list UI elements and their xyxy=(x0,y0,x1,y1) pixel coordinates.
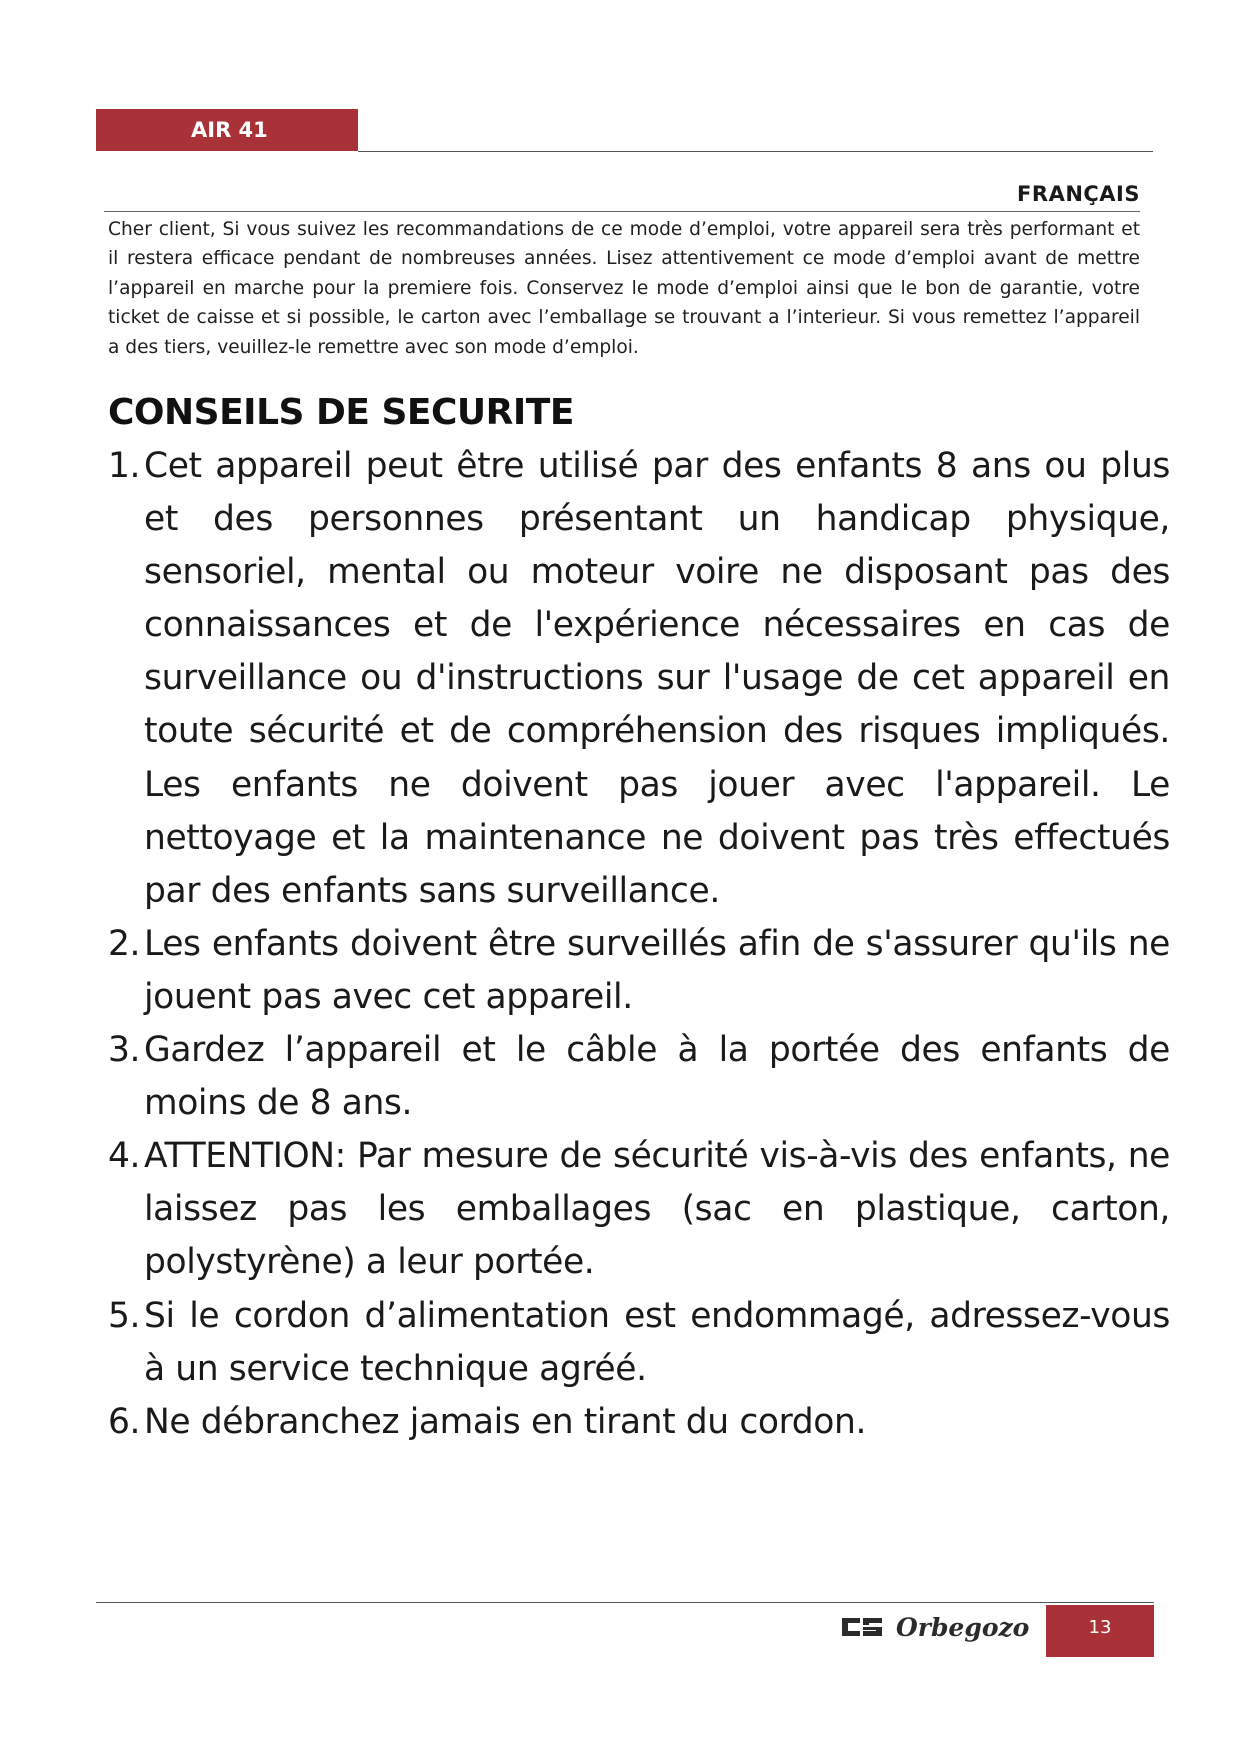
brand-wordmark: Orbegozo xyxy=(896,1613,1030,1642)
safety-item-6 xyxy=(108,1396,1170,1449)
safety-list xyxy=(108,440,1170,1449)
item-number: 3. xyxy=(108,1030,141,1071)
footer-divider xyxy=(96,1602,1154,1603)
item-text: Les enfants doivent être surveillés afin de s'assurer qu'ils ne jouent pas avec cet appareil. xyxy=(144,923,1170,1017)
safety-item-2 xyxy=(108,918,1170,1024)
language-label: FRANÇAIS xyxy=(1017,182,1140,206)
cg-mark-icon xyxy=(840,1615,884,1639)
item-text: Ne débranchez jamais en tirant du cordon. xyxy=(144,1401,867,1442)
brand-logo xyxy=(840,1609,1030,1645)
section-title: CONSEILS DE SECURITE xyxy=(108,392,574,433)
brand-wordmark-icon xyxy=(896,1609,1030,1645)
safety-item-1 xyxy=(108,440,1170,918)
item-number: 6. xyxy=(108,1401,141,1442)
language-divider xyxy=(104,211,1140,212)
safety-item-4 xyxy=(108,1130,1170,1289)
item-text: Si le cordon d’alimentation est endommagé, adressez-vous à un service technique agréé. xyxy=(144,1295,1170,1389)
item-number: 4. xyxy=(108,1136,141,1177)
item-number: 1. xyxy=(108,446,141,486)
header-divider xyxy=(358,151,1153,152)
item-text: ATTENTION: Par mesure de sécurité vis-à-vis des enfants, ne laissez pas les emballages (sac en plastique, carton, polystyrène) a leur portée. xyxy=(144,1136,1170,1283)
item-number: 5. xyxy=(108,1295,141,1336)
item-number: 2. xyxy=(108,923,141,964)
intro-paragraph: Cher client, Si vous suivez les recommandations de ce mode d’emploi, votre appareil sera très performant et il restera efficace pendant de nombreuses années. Lisez attentivement ce mode d’emploi avant de mettre l’appareil en marche pour la premiere fois. Conservez le mode d’emploi ainsi que le bon de garantie, votre ticket de caisse et si possible, le carton avec l’emballage se trouvant a l’interieur. Si vous remettez l’appareil a des tiers, veuillez-le remettre avec son mode d’emploi. xyxy=(108,219,1140,358)
safety-item-5 xyxy=(108,1290,1170,1396)
safety-item-3 xyxy=(108,1024,1170,1130)
item-text: Cet appareil peut être utilisé par des enfants 8 ans ou plus et des personnes présentant un handicap physique, sensoriel, mental ou moteur voire ne disposant pas des connaissances et de l'expérience nécessaires en cas de surveillance ou d'instructions sur l'usage de cet appareil en toute sécurité et de compréhension des risques impliqués. Les enfants ne doivent pas jouer avec l'appareil. Le nettoyage et la maintenance ne doivent pas très effectués par des enfants sans surveillance. xyxy=(144,446,1170,911)
page-number: 13 xyxy=(1046,1605,1154,1657)
item-text: Gardez l’appareil et le câble à la portée des enfants de moins de 8 ans. xyxy=(144,1030,1170,1124)
model-label: AIR 41 xyxy=(96,109,358,151)
